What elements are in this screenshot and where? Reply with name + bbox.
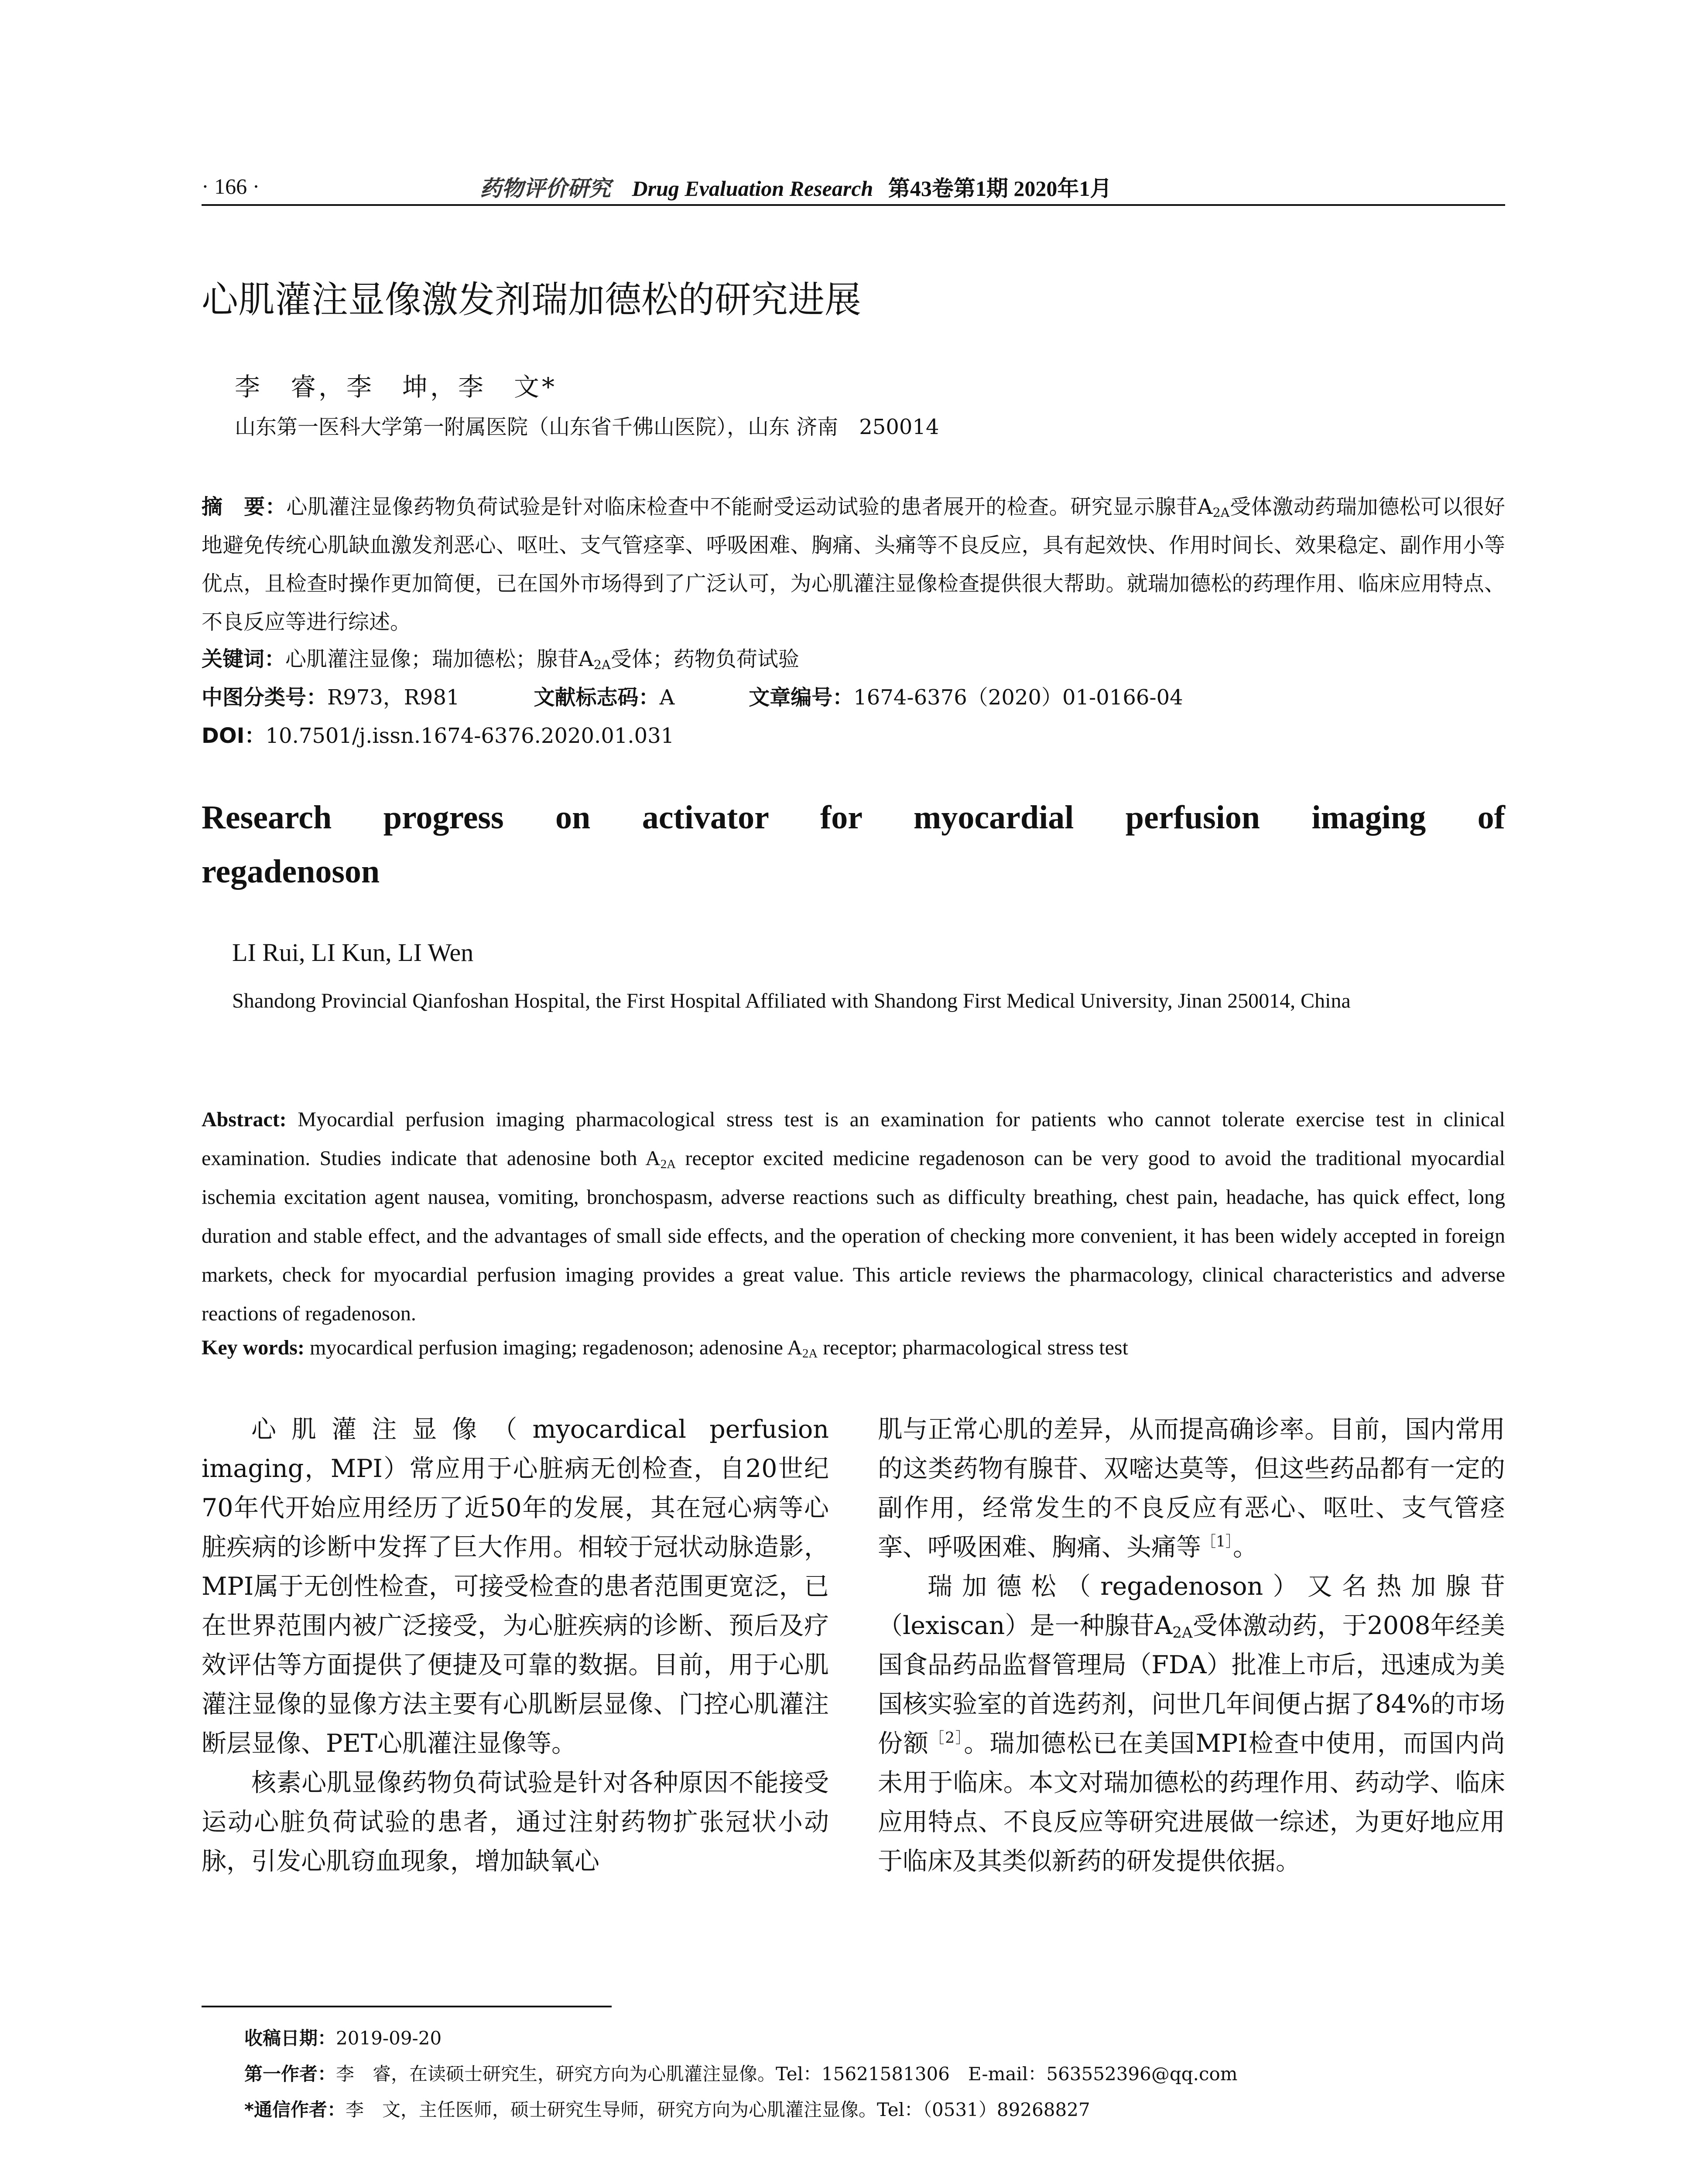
english-title-line-1: Research progress on activator for myocardial perfusion imaging of: [202, 799, 1505, 836]
english-abstract: [202, 1100, 1505, 1333]
body-paragraph: 瑞加德松（regadenoson）又名热加腺苷（lexiscan）是一种腺苷$A_{2A}$受体激动药，于2008年经美国食品药品监督管理局（FDA）批准上市后，迅速成为美国核实验室的首选药剂，问世几年间便占据了84%的市场份额$^{[2]}$。瑞加德松已在美国MPI检查中使用，而国内尚未用于临床。本文对瑞加德松的药理作用、药动学、临床应用特点、不良反应等研究进展做一综述，为更好地应用于临床及其类似新药的研发提供依据。: [878, 1572, 1505, 1876]
body-paragraph: 核素心肌显像药物负荷试验是针对各种原因不能接受运动心脏负荷试验的患者，通过注射药物扩张冠状小动脉，引发心肌窃血现象，增加缺氧心: [202, 1768, 829, 1876]
corresponding-label: *通信作者：: [244, 2099, 346, 2120]
chinese-abstract-text-1: 心肌灌注显像药物负荷试验是针对临床检查中不能耐受运动试验的患者展开的检查。研究显示腺苷A: [286, 495, 1213, 519]
chinese-abstract-subscript: 2A: [1212, 505, 1230, 520]
english-keywords-subscript: 2A: [802, 1347, 818, 1361]
chinese-abstract: [202, 488, 1505, 641]
doc-code-label: 文献标志码：: [534, 685, 660, 710]
english-affiliation: Shandong Provincial Qianfoshan Hospital, the First Hospital Affiliated with Shandong First Medical University, Jinan 250014, China: [232, 989, 1351, 1012]
first-author-label: 第一作者：: [244, 2063, 336, 2085]
body-column-right: [878, 1410, 1505, 1881]
chinese-keywords-text-1: 心肌灌注显像；瑞加德松；腺苷A: [285, 647, 594, 671]
footnote-rule: [202, 2006, 612, 2007]
running-header: [480, 171, 1112, 202]
doi-line: [202, 719, 1505, 749]
clc-label: 中图分类号：: [202, 685, 328, 710]
footnote-received: [244, 2024, 442, 2050]
footnote-corresponding-author: [244, 2096, 1090, 2122]
body-paragraph: 肌与正常心肌的差异，从而提高确诊率。目前，国内常用的这类药物有腺苷、双嘧达莫等，但这些药品都有一定的副作用，经常发生的不良反应有恶心、呕吐、支气管痉挛、呼吸困难、胸痛、头痛等$^{[1]}$。: [878, 1415, 1505, 1562]
first-author-info: 李 睿，在读硕士研究生，研究方向为心肌灌注显像。Tel：15621581306 E-mail：563552396@qq.com: [336, 2063, 1238, 2085]
journal-logo: 药物评价研究: [480, 176, 611, 201]
received-label: 收稿日期：: [244, 2027, 336, 2049]
received-date: 2019-09-20: [336, 2027, 442, 2049]
chinese-abstract-label: 摘 要：: [202, 495, 287, 519]
article-number-label: 文章编号：: [749, 685, 854, 710]
chinese-title: 心肌灌注显像激发剂瑞加德松的研究进展: [202, 278, 862, 321]
classification-line: [202, 680, 1505, 711]
doi-value[interactable]: 10.7501/j.issn.1674-6376.2020.01.031: [265, 724, 674, 748]
article-number-value: 1674-6376（2020）01-0166-04: [853, 685, 1183, 710]
doi-label: DOI：: [202, 724, 266, 748]
english-abstract-text-1: Myocardial perfusion imaging pharmacological stress test is an examination for patients who cannot tolerate exercise test in clinical examination. Studies indicate that adenosine both A: [202, 1108, 1505, 1170]
chinese-keywords: [202, 642, 1505, 672]
english-abstract-subscript: 2A: [660, 1157, 676, 1172]
footnote-first-author: [244, 2060, 1238, 2086]
chinese-keywords-label: 关键词：: [202, 647, 286, 671]
issue-info: 第43卷第1期 2020年1月: [888, 176, 1112, 201]
journal-name-en: Drug Evaluation Research: [632, 176, 873, 201]
body-subscript: 2A: [1172, 1624, 1193, 1642]
citation-ref[interactable]: ［2］: [929, 1729, 964, 1747]
english-keywords-text-2: receptor; pharmacological stress test: [818, 1336, 1128, 1359]
english-abstract-label: Abstract:: [202, 1108, 287, 1131]
english-authors: LI Rui, LI Kun, LI Wen: [232, 938, 474, 967]
chinese-affiliation: 山东第一医科大学第一附属医院（山东省千佛山医院），山东 济南 250014: [235, 415, 939, 439]
chinese-keywords-subscript: 2A: [593, 657, 611, 673]
english-title: [202, 790, 1505, 899]
english-keywords: [202, 1336, 1505, 1360]
clc-value: R973，R981: [327, 685, 460, 710]
english-title-line-2: regadenoson: [202, 853, 380, 890]
chinese-abstract-text-2: 受体激动药瑞加德松可以很好地避免传统心肌缺血激发剂恶心、呕吐、支气管痉挛、呼吸困难、胸痛、头痛等不良反应，具有起效快、作用时间长、效果稳定、副作用小等优点，且检查时操作更加简便，已在国外市场得到了广泛认可，为心肌灌注显像检查提供很大帮助。就瑞加德松的药理作用、临床应用特点、不良反应等进行综述。: [202, 495, 1505, 634]
corresponding-info: 李 文，主任医师，硕士研究生导师，研究方向为心肌灌注显像。Tel：（0531）89268827: [345, 2099, 1090, 2120]
chinese-keywords-text-2: 受体；药物负荷试验: [610, 647, 799, 671]
english-keywords-label: Key words:: [202, 1336, 305, 1359]
header-rule: [202, 204, 1505, 206]
page-number: · 166 ·: [202, 174, 260, 198]
citation-ref[interactable]: ［1］: [1201, 1533, 1233, 1551]
body-paragraph: 心肌灌注显像（myocardical perfusion imaging，MPI）常应用于心脏病无创检查，自20世纪70年代开始应用经历了近50年的发展，其在冠心病等心脏疾病的诊断中发挥了巨大作用。相较于冠状动脉造影，MPI属于无创性检查，可接受检查的患者范围更宽泛，已在世界范围内被广泛接受，为心脏疾病的诊断、预后及疗效评估等方面提供了便捷及可靠的数据。目前，用于心肌灌注显像的显像方法主要有心肌断层显像、门控心肌灌注断层显像、PET心肌灌注显像等。: [202, 1415, 829, 1758]
english-keywords-text-1: myocardical perfusion imaging; regadenoson; adenosine A: [304, 1336, 802, 1359]
english-abstract-text-2: receptor excited medicine regadenoson can be very good to avoid the traditional myocardial ischemia excitation agent nausea, vomiting, bronchospasm, adverse reactions such as difficulty breathing, chest pain, headache, has quick effect, long duration and stable effect, and the advantages of small side effects, and the operation of checking more convenient, it has been widely accepted in foreign markets, check for myocardial perfusion imaging provides a great value. This article reviews the pharmacology, clinical characteristics and adverse reactions of regadenoson.: [202, 1147, 1505, 1325]
doc-code-value: A: [659, 685, 675, 710]
chinese-authors: 李 睿，李 坤，李 文*: [235, 372, 558, 402]
body-column-left: [202, 1410, 829, 1881]
